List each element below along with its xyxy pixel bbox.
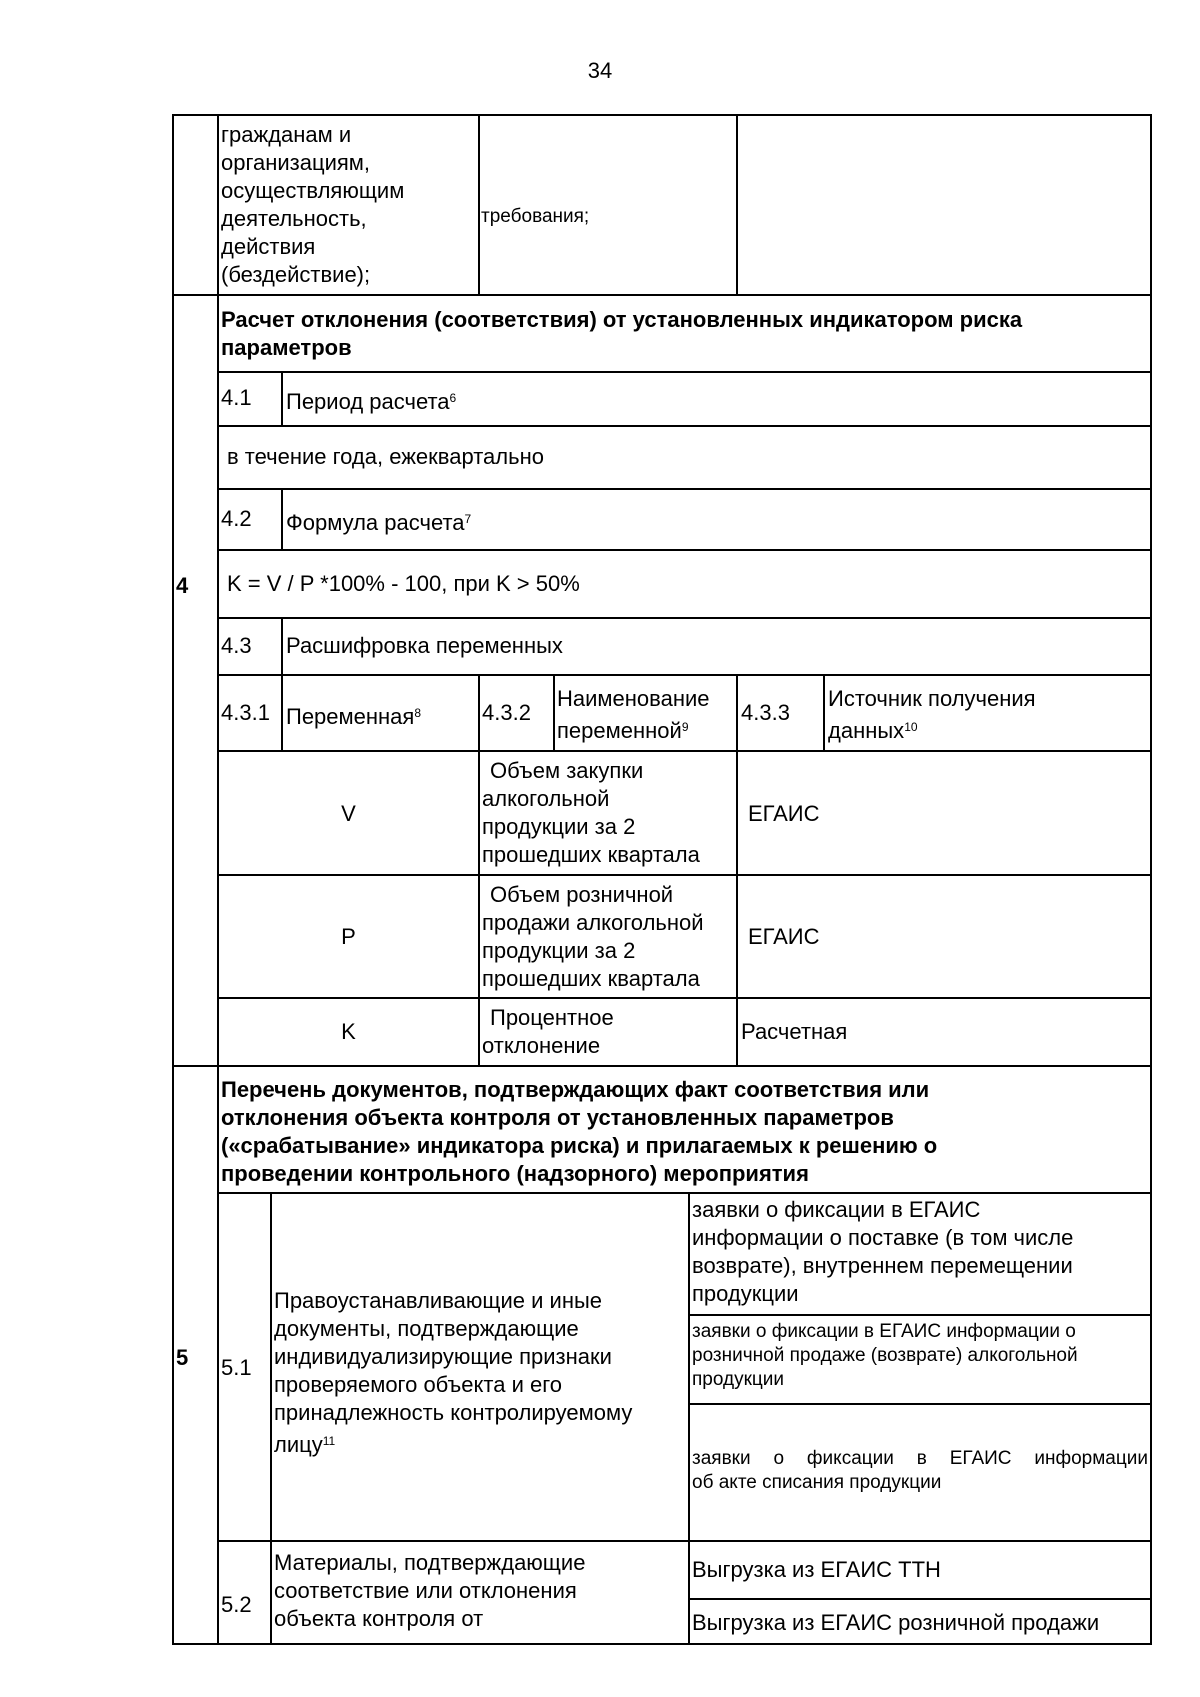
document-item: Выгрузка из ЕГАИС розничной продажи xyxy=(692,1610,1100,1635)
header-4-3-2-number: 4.3.2 xyxy=(482,700,531,725)
text-line: организациям, xyxy=(221,150,371,175)
title-line: параметров xyxy=(221,335,352,360)
footnote-ref: 8 xyxy=(414,706,422,720)
border xyxy=(217,750,1152,752)
text-line: Объем закупки xyxy=(490,758,644,783)
formula: K = V / P *100% - 100, при K > 50% xyxy=(227,571,580,596)
header-variable xyxy=(286,699,421,731)
border xyxy=(217,674,1152,676)
border xyxy=(217,371,1152,373)
text-line: Процентное xyxy=(490,1005,614,1030)
border xyxy=(172,294,1152,296)
text-line: гражданам и xyxy=(221,122,352,147)
border xyxy=(217,617,1152,619)
item-4-2-number: 4.2 xyxy=(221,506,252,531)
border xyxy=(736,674,738,1067)
text-line: прошедших квартала xyxy=(482,842,700,867)
variable-k-name xyxy=(482,1004,734,1060)
text-line: возврате), внутреннем перемещении xyxy=(692,1253,1073,1278)
text-line: алкогольной xyxy=(482,786,610,811)
border xyxy=(172,1643,1152,1645)
text-line: деятельность, xyxy=(221,206,367,231)
item-4-2-label xyxy=(286,505,471,537)
border xyxy=(172,114,174,1645)
border xyxy=(1150,114,1152,1645)
item-5-2-number: 5.2 xyxy=(221,1592,252,1617)
title-line: («срабатывание» индикатора риска) и прилагаемых к решению о xyxy=(221,1133,938,1158)
header-data-source xyxy=(828,685,1036,745)
item-5-1-number: 5.1 xyxy=(221,1355,252,1380)
text-line: (бездействие); xyxy=(221,262,371,287)
label-text: лицу xyxy=(274,1432,323,1457)
border xyxy=(823,674,825,752)
variable-p-source: ЕГАИС xyxy=(748,924,820,949)
variable-p-name xyxy=(482,881,734,993)
text-line: информации о поставке (в том числе xyxy=(692,1225,1074,1250)
section-5-number: 5 xyxy=(176,1345,189,1370)
header-variable-name xyxy=(557,685,710,745)
text-line: Правоустанавливающие и иные xyxy=(274,1288,603,1313)
page-number: 34 xyxy=(587,58,613,83)
label-text: переменной xyxy=(557,718,682,743)
item-5-2-description xyxy=(274,1549,684,1633)
variable-v-source: ЕГАИС xyxy=(748,801,820,826)
item-4-3-label: Расшифровка переменных xyxy=(286,633,563,658)
border xyxy=(217,549,1152,551)
border xyxy=(688,1403,1152,1405)
footnote-ref: 11 xyxy=(322,1434,336,1448)
footnote-ref: 6 xyxy=(449,391,457,405)
title-line: Расчет отклонения (соответствия) от установленных индикатором риска xyxy=(221,307,1023,332)
text-line: продукции xyxy=(692,1369,785,1390)
text-line: Объем розничной xyxy=(490,882,674,907)
text-line: принадлежность контролируемому xyxy=(274,1400,633,1425)
item-4-1-number: 4.1 xyxy=(221,385,252,410)
footnote-ref: 9 xyxy=(681,720,689,734)
text-line: индивидуализирующие признаки xyxy=(274,1344,612,1369)
text-line: отклонение xyxy=(482,1033,601,1058)
variable-k-source: Расчетная xyxy=(741,1019,848,1044)
title-line: отклонения объекта контроля от установленных параметров xyxy=(221,1105,894,1130)
text-line: заявки о фиксации в ЕГАИС информации о xyxy=(692,1321,1076,1342)
label-text: Период расчета xyxy=(286,389,450,414)
title-line: Перечень документов, подтверждающих факт соответствия или xyxy=(221,1077,930,1102)
footnote-ref: 7 xyxy=(464,512,472,526)
border xyxy=(688,1314,1152,1316)
text-line: продукции xyxy=(692,1281,799,1306)
top-row-col3: требования; xyxy=(481,206,590,227)
label-text: Формула расчета xyxy=(286,510,465,535)
border xyxy=(281,617,283,752)
header-4-3-1-number: 4.3.1 xyxy=(221,700,270,725)
footnote-ref: 10 xyxy=(904,720,918,734)
text-line: проверяемого объекта и его xyxy=(274,1372,562,1397)
text-line: объекта контроля от xyxy=(274,1606,484,1631)
text-line: заявки о фиксации в ЕГАИС xyxy=(692,1197,981,1222)
text-line: прошедших квартала xyxy=(482,966,700,991)
border xyxy=(172,1065,1152,1067)
text-line: продукции за 2 xyxy=(482,814,636,839)
label-text: Переменная xyxy=(286,704,415,729)
text-line: действия xyxy=(221,234,316,259)
border xyxy=(217,425,1152,427)
title-line: проведении контрольного (надзорного) мероприятия xyxy=(221,1161,809,1186)
period-value: в течение года, ежеквартально xyxy=(227,444,544,469)
border xyxy=(281,371,283,427)
border xyxy=(688,1192,690,1645)
text-line: заявки о фиксации в ЕГАИС информации xyxy=(692,1448,1148,1469)
item-4-3-number: 4.3 xyxy=(221,633,252,658)
border xyxy=(217,1540,1152,1542)
item-4-1-label xyxy=(286,384,456,416)
document-item xyxy=(692,1320,1148,1392)
border xyxy=(736,114,738,296)
top-row-col2 xyxy=(221,121,476,289)
text-line: Наименование xyxy=(557,686,710,711)
variable-v-name xyxy=(482,757,734,869)
text-line: розничной продаже (возврате) алкогольной xyxy=(692,1345,1078,1366)
border xyxy=(217,114,219,1645)
border xyxy=(281,488,283,551)
document-item xyxy=(692,1447,1148,1495)
document-item: Выгрузка из ЕГАИС ТТН xyxy=(692,1557,941,1582)
border xyxy=(217,874,1152,876)
text-line: соответствие или отклонения xyxy=(274,1578,577,1603)
border xyxy=(478,114,480,296)
border xyxy=(172,114,1152,116)
variable-k: K xyxy=(341,1019,356,1044)
text-line: об акте списания продукции xyxy=(692,1472,942,1493)
text-line: продажи алкогольной xyxy=(482,910,704,935)
border xyxy=(217,488,1152,490)
variable-p: P xyxy=(341,924,356,949)
section-5-title xyxy=(221,1076,1146,1188)
document-item xyxy=(692,1196,1148,1308)
text-line: Источник получения xyxy=(828,686,1036,711)
border xyxy=(270,1192,272,1645)
section-4-number: 4 xyxy=(176,573,189,598)
border xyxy=(217,997,1152,999)
border xyxy=(553,674,555,752)
item-5-1-description xyxy=(274,1287,684,1459)
border xyxy=(688,1598,1152,1600)
text-line: осуществляющим xyxy=(221,178,405,203)
header-4-3-3-number: 4.3.3 xyxy=(741,700,790,725)
variable-v: V xyxy=(341,801,356,826)
label-text: данных xyxy=(828,718,905,743)
border xyxy=(217,1192,1152,1194)
text-line: Материалы, подтверждающие xyxy=(274,1550,586,1575)
border xyxy=(478,674,480,1067)
text-line: продукции за 2 xyxy=(482,938,636,963)
text-line: документы, подтверждающие xyxy=(274,1316,579,1341)
section-4-title xyxy=(221,306,1146,362)
